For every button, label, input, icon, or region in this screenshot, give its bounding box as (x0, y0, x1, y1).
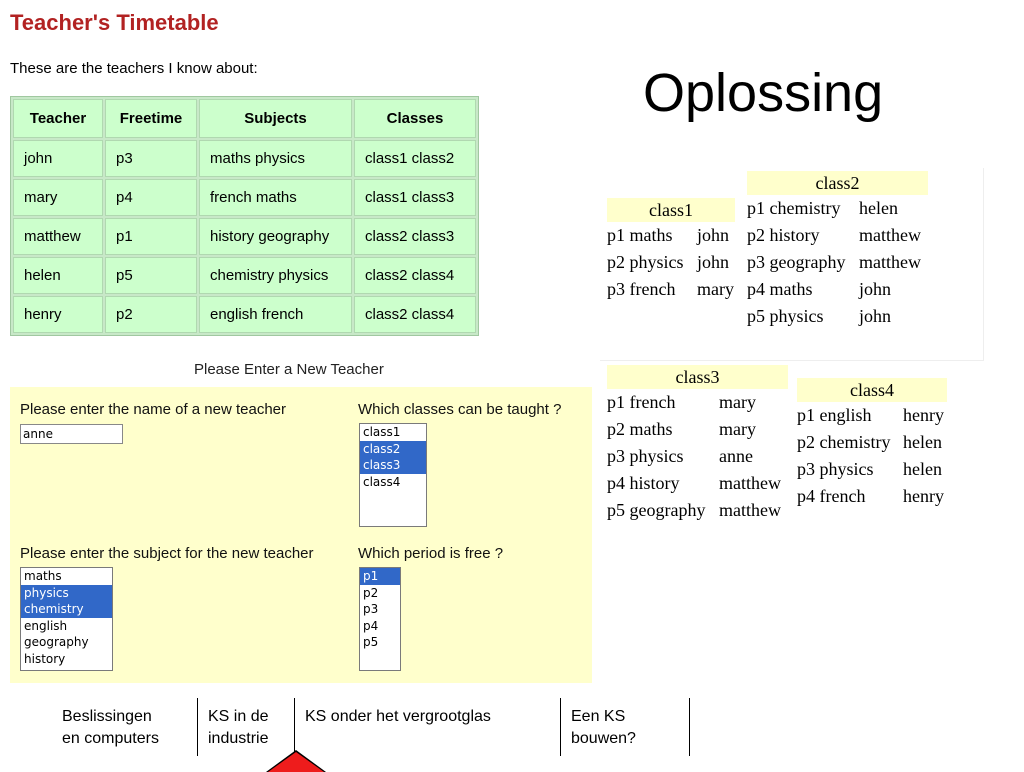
period-subject: p3 physics (797, 459, 874, 479)
subject-option-selected[interactable]: physics (21, 585, 112, 602)
class4-timetable (797, 378, 949, 510)
subject-option[interactable]: maths (24, 569, 62, 583)
teacher-name: matthew (719, 500, 781, 520)
table-row (13, 296, 476, 333)
teacher-name: henry (903, 405, 944, 425)
cell-classes: class1 class2 (354, 140, 476, 177)
period-subject: p5 physics (747, 306, 824, 326)
timetable-row (607, 416, 789, 443)
cell-freetime: p1 (105, 218, 197, 255)
table-row (13, 257, 476, 294)
new-teacher-form (10, 387, 592, 683)
teacher-name: mary (697, 279, 734, 299)
nav-separator (689, 698, 690, 756)
teacher-name: john (697, 252, 730, 272)
name-label: Please enter the name of a new teacher (20, 401, 287, 418)
column-header-classes: Classes (354, 99, 476, 138)
teacher-name: helen (903, 459, 942, 479)
cell-subjects: english french (199, 296, 352, 333)
column-header-teacher: Teacher (13, 99, 103, 138)
timetable-row (797, 429, 949, 456)
period-listbox[interactable] (359, 567, 401, 671)
teacher-name: john (697, 225, 730, 245)
timetable-row (747, 276, 929, 303)
period-subject: p1 french (607, 392, 676, 412)
teacher-name: mary (719, 419, 756, 439)
timetable-row (607, 443, 789, 470)
period-subject: p1 english (797, 405, 872, 425)
timetable-row (747, 249, 929, 276)
teacher-name: mary (719, 392, 756, 412)
classes-listbox[interactable] (359, 423, 427, 527)
nav-ks-bouwen[interactable] (571, 706, 636, 750)
timetable-row (607, 497, 789, 524)
class-option-selected[interactable]: class3 (360, 457, 426, 474)
cell-classes: class2 class3 (354, 218, 476, 255)
timetable-row (797, 402, 949, 429)
timetable-row (607, 222, 739, 249)
slide-title: Oplossing (643, 63, 884, 123)
current-section-marker (268, 752, 324, 772)
nav-item-label: KS onder het vergrootglas (305, 708, 491, 725)
period-subject: p3 geography (747, 252, 846, 272)
cell-teacher: matthew (13, 218, 103, 255)
class1-timetable (607, 198, 739, 303)
timetable-row (747, 303, 929, 330)
timetable-row (747, 222, 929, 249)
timetable-row (747, 195, 929, 222)
period-subject: p1 chemistry (747, 198, 841, 218)
nav-ks-industrie[interactable] (208, 706, 268, 750)
class3-header: class3 (607, 365, 788, 389)
nav-item-label: Beslissingen (62, 708, 152, 725)
period-label: Which period is free ? (358, 545, 504, 562)
cell-subjects: maths physics (199, 140, 352, 177)
column-header-subjects: Subjects (199, 99, 352, 138)
subject-option[interactable]: history (24, 651, 66, 666)
timetable-row (607, 389, 789, 416)
class3-timetable (607, 365, 789, 524)
timetable-row (607, 276, 739, 303)
cell-teacher: mary (13, 179, 103, 216)
teacher-name: anne (719, 446, 753, 466)
period-subject: p2 chemistry (797, 432, 891, 452)
subject-option-selected[interactable]: chemistry (21, 601, 112, 618)
cell-subjects: history geography (199, 218, 352, 255)
period-subject: p2 history (747, 225, 820, 245)
cell-teacher: helen (13, 257, 103, 294)
period-subject: p2 physics (607, 252, 684, 272)
timetable-row (607, 249, 739, 276)
nav-separator (197, 698, 198, 756)
period-subject: p4 history (607, 473, 680, 493)
classes-label: Which classes can be taught ? (358, 401, 562, 418)
teacher-name: henry (903, 486, 944, 506)
cell-classes: class1 class3 (354, 179, 476, 216)
teacher-name: john (859, 279, 892, 299)
cell-freetime: p3 (105, 140, 197, 177)
nav-item-label: KS in de (208, 708, 269, 725)
subject-option[interactable]: geography (24, 635, 89, 649)
nav-ks-vergrootglas[interactable] (305, 706, 491, 728)
cell-freetime: p5 (105, 257, 197, 294)
teacher-name: helen (859, 198, 898, 218)
form-heading: Please Enter a New Teacher (194, 361, 384, 378)
class-option[interactable]: class4 (363, 474, 401, 489)
period-subject: p4 maths (747, 279, 813, 299)
table-header-row (13, 99, 476, 138)
subject-option[interactable]: english (24, 618, 68, 633)
subject-listbox[interactable] (20, 567, 113, 671)
intro-text: These are the teachers I know about: (10, 60, 258, 77)
period-subject: p1 maths (607, 225, 673, 245)
nav-separator (560, 698, 561, 756)
bottom-navigation (0, 696, 1024, 768)
table-row (13, 179, 476, 216)
nav-item-label: Een KS (571, 708, 626, 725)
cell-subjects: french maths (199, 179, 352, 216)
period-option[interactable]: p5 (363, 635, 379, 649)
nav-separator (294, 698, 295, 756)
cell-freetime: p2 (105, 296, 197, 333)
nav-beslissingen[interactable] (62, 706, 159, 750)
class2-header: class2 (747, 171, 928, 195)
class-option[interactable]: class1 (363, 425, 401, 439)
class2-timetable (747, 171, 929, 330)
cell-classes: class2 class4 (354, 296, 476, 333)
cell-freetime: p4 (105, 179, 197, 216)
period-option-selected[interactable]: p1 (360, 568, 400, 585)
period-option[interactable]: p3 (363, 602, 379, 616)
period-subject: p5 geography (607, 500, 706, 520)
period-option[interactable]: p4 (363, 618, 379, 633)
teacher-name: matthew (859, 225, 921, 245)
timetable-row (607, 470, 789, 497)
cell-teacher: henry (13, 296, 103, 333)
table-row (13, 218, 476, 255)
timetable-row (797, 483, 949, 510)
cell-subjects: chemistry physics (199, 257, 352, 294)
period-subject: p3 physics (607, 446, 684, 466)
cell-classes: class2 class4 (354, 257, 476, 294)
teacher-name-input[interactable] (20, 424, 123, 444)
period-subject: p4 french (797, 486, 866, 506)
period-subject: p2 maths (607, 419, 673, 439)
period-subject: p3 french (607, 279, 676, 299)
subject-label: Please enter the subject for the new teacher (20, 545, 314, 562)
column-header-freetime: Freetime (105, 99, 197, 138)
teacher-name: matthew (859, 252, 921, 272)
teacher-name: matthew (719, 473, 781, 493)
nav-item-label: bouwen? (571, 730, 636, 747)
class1-header: class1 (607, 198, 735, 222)
class-option-selected[interactable]: class2 (360, 441, 426, 458)
nav-item-label: industrie (208, 730, 269, 747)
timetable-row (797, 456, 949, 483)
nav-item-label: en computers (62, 730, 159, 747)
teacher-name: john (859, 306, 892, 326)
period-option[interactable]: p2 (363, 585, 379, 600)
table-row (13, 140, 476, 177)
teacher-name: helen (903, 432, 942, 452)
class4-header: class4 (797, 378, 947, 402)
cell-teacher: john (13, 140, 103, 177)
teacher-table (10, 96, 479, 336)
page-title: Teacher's Timetable (10, 10, 219, 35)
